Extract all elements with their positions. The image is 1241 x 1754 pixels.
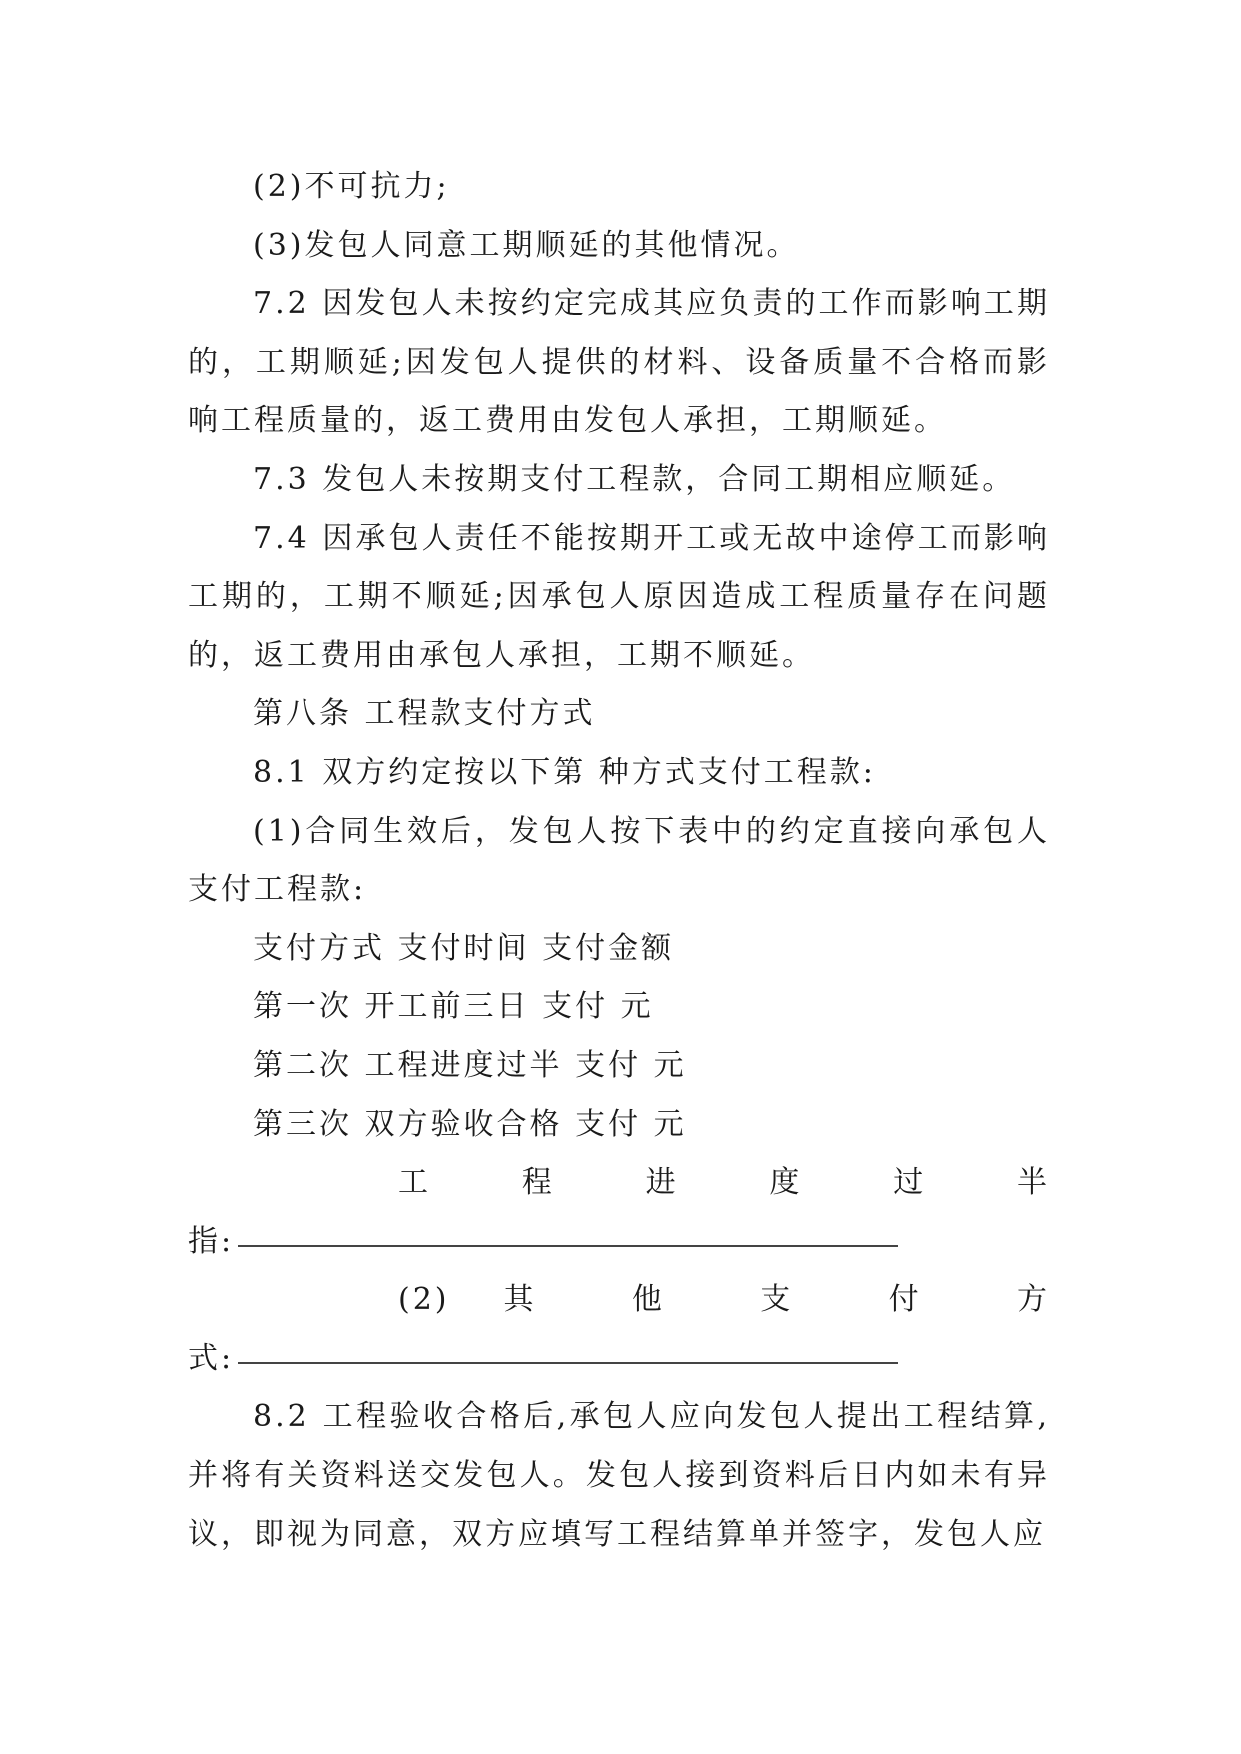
- paragraph-clause-7-3: 7.3 发包人未按期支付工程款，合同工期相应顺延。: [253, 461, 1016, 497]
- paragraph-clause-7-4: 7.4 因承包人责任不能按期开工或无故中途停工而影响工期的，工期不顺延;因承包人原因造成工程质量存在问题的，返工费用由承包人承担，工期不顺延。: [188, 520, 1050, 673]
- payment-row-first: 第一次 开工前三日 支付 元: [253, 989, 654, 1025]
- payment-row-third: 第三次 双方验收合格 支付 元: [253, 1106, 687, 1142]
- paragraph-payment-option-1: (1)合同生效后，发包人按下表中的约定直接向承包人支付工程款:: [188, 813, 1050, 908]
- paragraph-clause-8-1: 8.1 双方约定按以下第 种方式支付工程款:: [253, 754, 876, 790]
- other-payment-line: [188, 1330, 1050, 1389]
- progress-definition-line: [188, 1213, 1050, 1272]
- paragraph-clause-7-2: 7.2 因发包人未按约定完成其应负责的工作而影响工期的，工期顺延;因发包人提供的材料、设备质量不合格而影响工程质量的，返工费用由发包人承担，工期顺延。: [188, 286, 1050, 439]
- other-payment-blank: [238, 1362, 898, 1364]
- paragraph-other-extension: (3)发包人同意工期顺延的其他情况。: [253, 227, 800, 263]
- heading-article-8: 第八条 工程款支付方式: [253, 696, 596, 732]
- other-payment-tail: 式:: [188, 1340, 235, 1376]
- progress-definition-blank: [238, 1245, 898, 1247]
- paragraph-clause-8-2: 8.2 工程验收合格后,承包人应向发包人提出工程结算,并将有关资料送交发包人。发包人接到资料后日内如未有异议，即视为同意，双方应填写工程结算单并签字，发包人应: [188, 1399, 1050, 1552]
- progress-definition-tail: 指:: [188, 1223, 235, 1259]
- progress-definition-lead: 工 程 进 度 过 半: [398, 1165, 1050, 1201]
- paragraph-force-majeure: (2)不可抗力;: [253, 169, 450, 204]
- payment-table-header: 支付方式 支付时间 支付金额: [253, 930, 675, 966]
- document-body: [188, 158, 1050, 1564]
- other-payment-lead: (2) 其 他 支 付 方: [398, 1282, 1050, 1318]
- payment-row-second: 第二次 工程进度过半 支付 元: [253, 1047, 687, 1083]
